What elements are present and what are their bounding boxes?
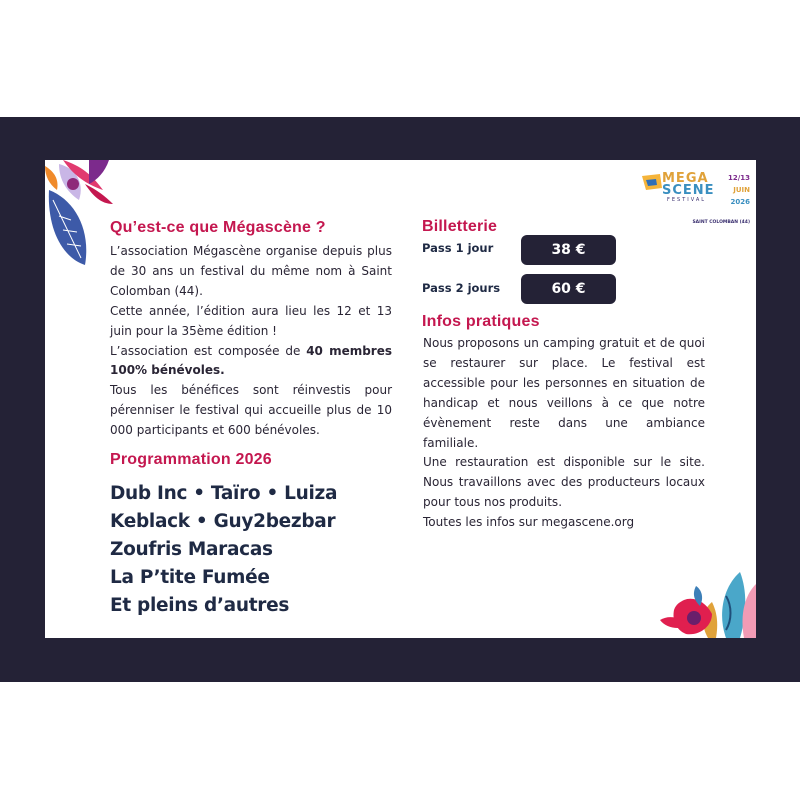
artist-line: Et pleins d’autres bbox=[110, 595, 290, 616]
logo-mega: MEGA bbox=[662, 171, 709, 186]
logo-month: JUIN bbox=[733, 186, 750, 194]
about-paragraph-4: Tous les bénéfices sont réinvestis pour pérenniser le festival qui accueille plus de 10 000 participants et 600 bénévoles. bbox=[110, 383, 392, 438]
tickets-title: Billetterie bbox=[422, 218, 498, 235]
ticket-label-1day: Pass 1 jour bbox=[422, 241, 494, 255]
floral-decoration-bottom-right-icon bbox=[656, 566, 756, 638]
ticket-label-2days: Pass 2 jours bbox=[422, 281, 501, 295]
logo-year: 2026 bbox=[730, 198, 750, 206]
about-members-text: L’association est composée de bbox=[110, 343, 307, 358]
price-badge-2days: 60 € bbox=[521, 274, 616, 304]
artist-line: La P’tite Fumée bbox=[110, 567, 270, 588]
artist-list bbox=[110, 480, 410, 620]
artist-line: Dub Inc • Taïro • Luiza bbox=[110, 483, 338, 504]
festival-logo bbox=[642, 166, 750, 228]
floral-decoration-top-left-icon bbox=[45, 160, 120, 270]
info-paragraph-3: Toutes les infos sur megascene.org bbox=[423, 515, 635, 530]
about-paragraph-2: Cette année, l’édition aura lieu les 12 et 13 juin pour la 35ème édition ! bbox=[110, 303, 392, 338]
info-title: Infos pratiques bbox=[422, 313, 540, 330]
program-title: Programmation 2026 bbox=[110, 451, 272, 468]
logo-dates: 12/13 bbox=[727, 174, 750, 182]
price-badge-1day: 38 € bbox=[521, 235, 616, 265]
logo-scene: SCENE bbox=[662, 183, 715, 198]
about-paragraph-3 bbox=[110, 342, 392, 382]
about-text bbox=[110, 242, 392, 441]
logo-place: SAINT COLOMBAN (44) bbox=[692, 220, 750, 225]
logo-banner-icon bbox=[642, 174, 662, 190]
info-paragraph-1: Nous proposons un camping gratuit et de quoi se restaurer sur place. Le festival est accessible pour les personnes en situation de handicap et nous veillons à ce que notre évènement reste dans une ambiance familiale. bbox=[423, 336, 705, 450]
logo-festival: FESTIVAL bbox=[667, 197, 707, 203]
about-paragraph-1: L’association Mégascène organise depuis plus de 30 ans un festival du même nom à Saint Colomban (44). bbox=[110, 244, 392, 298]
info-paragraph-2: Une restauration est disponible sur le site. Nous travaillons avec des producteurs locaux pour tous nos produits. bbox=[423, 455, 705, 510]
artist-line: Zoufris Maracas bbox=[110, 539, 273, 560]
about-title: Qu’est-ce que Mégascène ? bbox=[110, 219, 326, 236]
flyer-card bbox=[45, 160, 756, 638]
artist-line: Keblack • Guy2bezbar bbox=[110, 511, 336, 532]
info-text bbox=[423, 334, 705, 533]
about-members-bold: 40 membres 100% bénévoles. bbox=[110, 343, 392, 378]
